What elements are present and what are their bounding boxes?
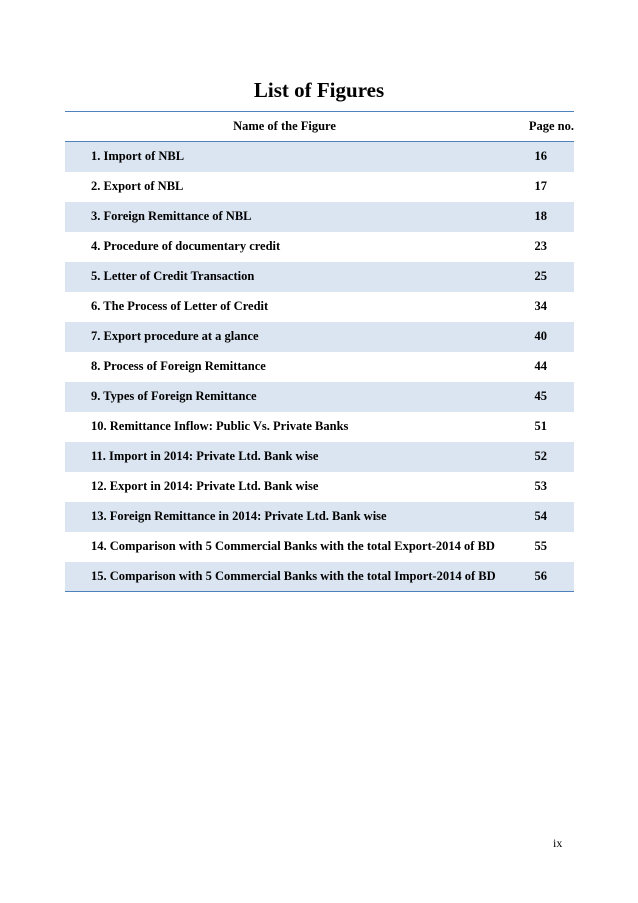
figure-name: 12. Export in 2014: Private Ltd. Bank wise [91,479,319,493]
figure-page: 17 [534,179,547,193]
table-row [65,382,574,412]
figure-page: 34 [534,299,547,313]
figure-name: 6. The Process of Letter of Credit [91,299,269,313]
figure-name: 10. Remittance Inflow: Public Vs. Private Banks [91,419,349,433]
figures-table [65,111,574,592]
page-title: List of Figures [253,78,385,102]
figure-name: 11. Import in 2014: Private Ltd. Bank wise [91,449,319,463]
table-row [65,412,574,442]
figure-page: 45 [534,389,547,403]
table-header-row [65,112,574,142]
page-number: ix [553,836,563,850]
table-row [65,532,574,562]
table-row [65,562,574,592]
figure-page: 51 [534,419,547,433]
figure-page: 55 [534,539,547,553]
figure-name: 9. Types of Foreign Remittance [91,389,257,403]
figure-name: 5. Letter of Credit Transaction [91,269,255,283]
figure-page: 54 [534,509,547,523]
figure-page: 44 [534,359,547,373]
table-row [65,322,574,352]
figure-name: 2. Export of NBL [91,179,184,193]
table-row [65,262,574,292]
table-row [65,472,574,502]
table-row [65,142,574,172]
figure-name: 15. Comparison with 5 Commercial Banks with the total Import-2014 of BD [91,568,496,583]
table-row [65,172,574,202]
figure-page: 40 [534,329,547,343]
figure-page: 23 [534,239,547,253]
column-header-page: Page no. [528,119,574,133]
figure-name: 1. Import of NBL [91,149,185,164]
figure-page: 56 [534,568,547,583]
figure-page: 16 [534,149,547,164]
figure-name: 13. Foreign Remittance in 2014: Private Ltd. Bank wise [91,509,387,523]
table-row [65,232,574,262]
column-header-name: Name of the Figure [233,119,336,133]
figure-page: 25 [534,269,547,283]
figure-name: 3. Foreign Remittance of NBL [91,209,252,223]
figure-name: 14. Comparison with 5 Commercial Banks with the total Export-2014 of BD [91,539,495,553]
figure-page: 53 [534,479,547,493]
table-row [65,442,574,472]
table-row [65,352,574,382]
figure-name: 4. Procedure of documentary credit [91,239,281,253]
figure-name: 8. Process of Foreign Remittance [91,359,266,373]
figure-page: 52 [534,449,547,463]
table-row [65,202,574,232]
table-row [65,502,574,532]
figure-name: 7. Export procedure at a glance [91,329,259,343]
table-row [65,292,574,322]
figure-page: 18 [534,209,547,223]
